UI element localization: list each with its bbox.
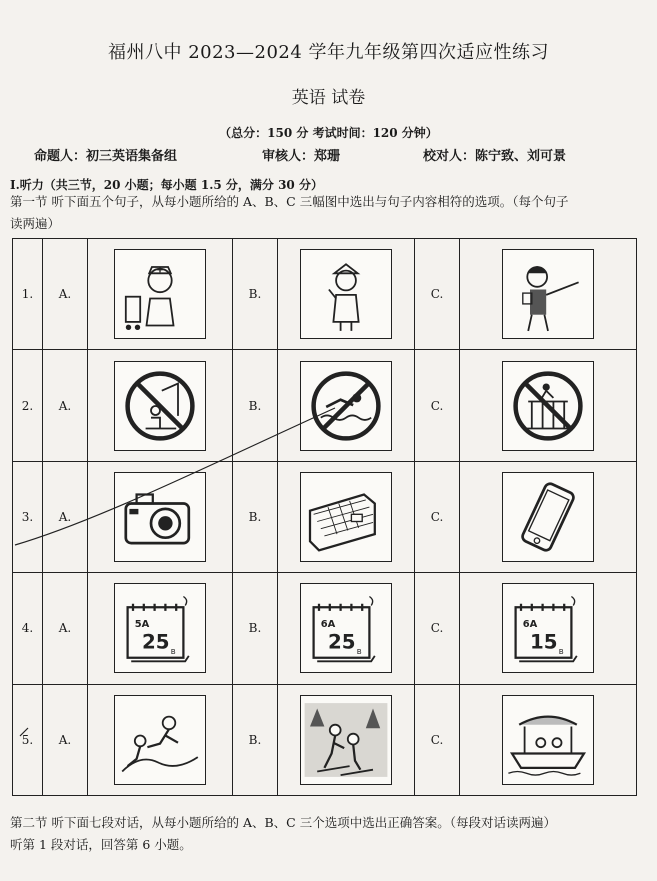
exam-info: （总分：150 分 考试时间：120 分钟） xyxy=(219,126,438,140)
part1-instructions xyxy=(10,191,650,235)
camera-icon xyxy=(114,472,206,562)
option-letter: B. xyxy=(233,684,278,795)
calendar-day-label: 15 xyxy=(530,631,558,655)
option-letter: A. xyxy=(43,461,88,572)
climbing-icon xyxy=(114,695,206,785)
option-picture-cell xyxy=(460,350,637,461)
skiing-icon xyxy=(300,695,392,785)
calendar-icon xyxy=(502,583,594,673)
option-letter: B. xyxy=(233,573,278,684)
option-picture-cell xyxy=(88,573,233,684)
question-row xyxy=(13,350,637,461)
option-letter: B. xyxy=(233,239,278,350)
part2-line-1: 第二节 听下面七段对话，从每小题所给的 A、B、C 三个选项中选出正确答案。（每段对话读两遍） xyxy=(10,815,556,830)
question-row xyxy=(13,461,637,572)
option-picture-cell xyxy=(460,461,637,572)
no-fishing-icon xyxy=(114,361,206,451)
option-picture-cell xyxy=(88,239,233,350)
calendar-day-label: 25 xyxy=(328,631,356,655)
option-picture-cell xyxy=(460,573,637,684)
question-number: 1. xyxy=(13,239,43,350)
option-letter: A. xyxy=(43,684,88,795)
part1-line-2: 读两遍） xyxy=(10,216,61,231)
option-picture-cell xyxy=(88,350,233,461)
calendar-month-label: 6A xyxy=(320,619,336,631)
calendar-icon xyxy=(300,583,392,673)
question-number: 3. xyxy=(13,461,43,572)
boating-icon xyxy=(502,695,594,785)
option-letter: A. xyxy=(43,573,88,684)
option-picture-cell xyxy=(278,573,415,684)
question-row xyxy=(13,684,637,795)
picture-options-table xyxy=(12,238,637,796)
option-picture-cell xyxy=(88,461,233,572)
question-number: 2. xyxy=(13,350,43,461)
option-letter: A. xyxy=(43,239,88,350)
reviewer-label: 审核人：郑珊 xyxy=(262,149,341,164)
no-swimming-icon xyxy=(300,361,392,451)
option-letter: C. xyxy=(415,684,460,795)
listening-section-heading: I.听力（共三节，20 小题；每小题 1.5 分，满分 30 分） xyxy=(10,178,323,192)
guide-icon xyxy=(300,249,392,339)
option-letter: B. xyxy=(233,350,278,461)
option-picture-cell xyxy=(278,239,415,350)
option-letter: C. xyxy=(415,239,460,350)
option-letter: B. xyxy=(233,461,278,572)
calendar-icon xyxy=(114,583,206,673)
option-picture-cell xyxy=(88,684,233,795)
question-row xyxy=(13,239,637,350)
calendar-day-label: 25 xyxy=(142,631,170,655)
setter-label: 命题人：初三英语集备组 xyxy=(34,149,178,164)
option-picture-cell xyxy=(460,684,637,795)
option-picture-cell xyxy=(278,684,415,795)
calendar-weekday-label: B xyxy=(170,647,176,657)
calendar-month-label: 6A xyxy=(522,619,538,631)
part1-line-1: 第一节 听下面五个句子，从每小题所给的 A、B、C 三幅图中选出与句子内容相符的选项。（每个句子 xyxy=(10,194,569,209)
calendar-weekday-label: B xyxy=(558,647,564,657)
calendar-weekday-label: B xyxy=(356,647,362,657)
question-number: 4. xyxy=(13,573,43,684)
teacher-icon xyxy=(502,249,594,339)
calendar-month-label: 5A xyxy=(134,619,150,631)
part2-line-2: 听第 1 段对话，回答第 6 小题。 xyxy=(10,837,192,852)
proofreader-label: 校对人：陈宁致、刘可景 xyxy=(423,149,567,164)
option-picture-cell xyxy=(278,350,415,461)
phone-icon xyxy=(502,472,594,562)
question-row xyxy=(13,573,637,684)
no-climbing-icon xyxy=(502,361,594,451)
part2-instructions xyxy=(10,812,650,856)
wallet-icon xyxy=(300,472,392,562)
option-letter: C. xyxy=(415,350,460,461)
nurse-icon xyxy=(114,249,206,339)
question-number: 5. xyxy=(13,684,43,795)
option-letter: C. xyxy=(415,461,460,572)
exam-subtitle: 英语 试卷 xyxy=(291,88,366,108)
exam-title: 福州八中 2023—2024 学年九年级第四次适应性练习 xyxy=(107,42,550,63)
option-letter: C. xyxy=(415,573,460,684)
option-letter: A. xyxy=(43,350,88,461)
option-picture-cell xyxy=(278,461,415,572)
option-picture-cell xyxy=(460,239,637,350)
